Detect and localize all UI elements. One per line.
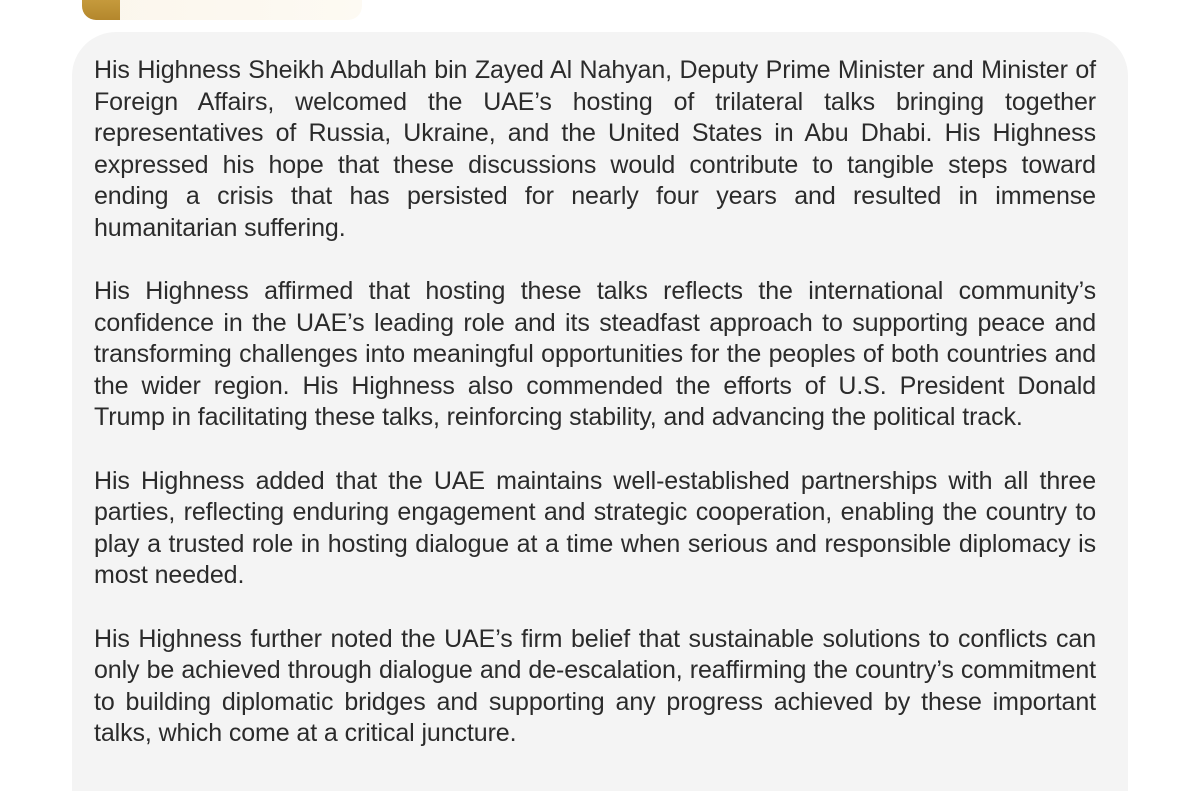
paragraph-4: His Highness further noted the UAE’s firm belief that sustainable solutions to conflicts can only be achieved through dialogue and de-escalation, reaffirming the country’s commitment to building diplomatic bridges and supporting any progress achieved by these important talks, which come at a critical juncture.	[94, 624, 1096, 747]
header-banner	[82, 0, 362, 20]
gold-accent-bar	[82, 0, 120, 20]
paragraph-1: His Highness Sheikh Abdullah bin Zayed Al Nahyan, Deputy Prime Minister and Minister of Foreign Affairs, welcomed the UAE’s hosting of trilateral talks bringing together representatives of Russia, Ukraine, and the United States in Abu Dhabi. His Highness expressed his hope that these discussions would contribute to tangible steps toward ending a crisis that has persisted for nearly four years and resulted in immense humanitarian suffering.	[94, 56, 1096, 242]
paragraph-2: His Highness affirmed that hosting these talks reflects the international community’s confidence in the UAE’s leading role and its steadfast approach to supporting peace and transforming challenges into meaningful opportunities for the peoples of both countries and the wider region. His Highness also commended the efforts of U.S. President Donald Trump in facilitating these talks, reinforcing stability, and advancing the political track.	[94, 277, 1096, 431]
paragraph-3: His Highness added that the UAE maintains well-established partnerships with all three parties, reflecting enduring engagement and strategic cooperation, enabling the country to play a trusted role in hosting dialogue at a time when serious and responsible diplomacy is most needed.	[94, 466, 1096, 589]
statement-card	[72, 32, 1128, 791]
